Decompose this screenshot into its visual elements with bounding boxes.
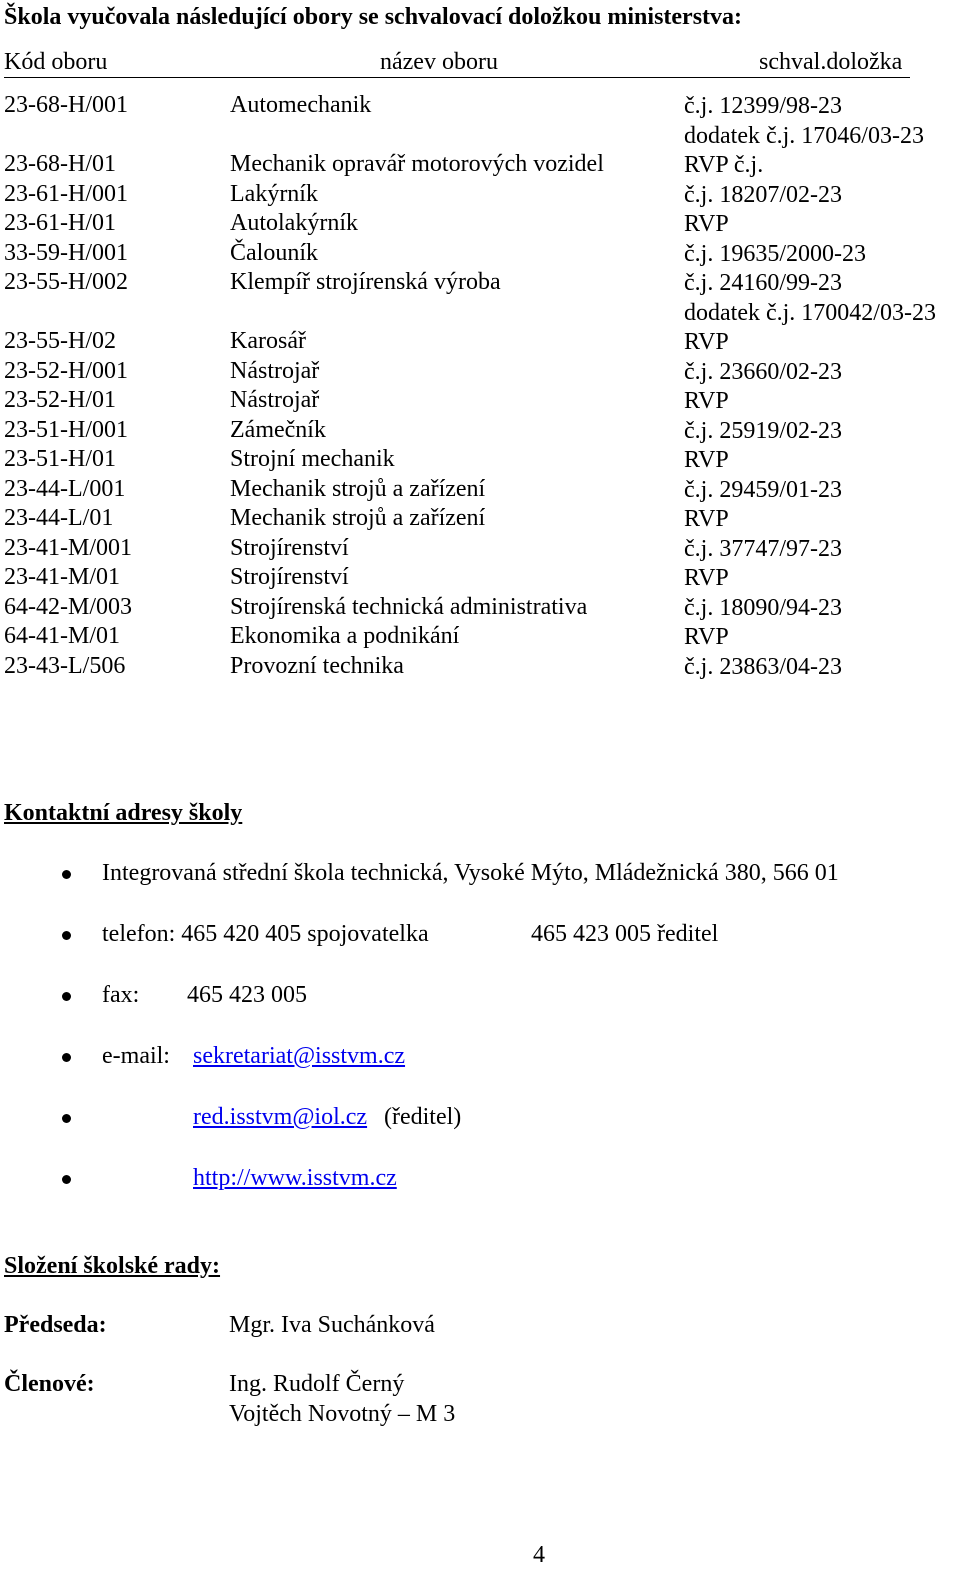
- program-name: Zámečník: [230, 416, 326, 443]
- email-label: e-mail:: [102, 1043, 170, 1069]
- program-code: 23-51-H/001: [4, 416, 128, 443]
- page-heading: Škola vyučovala následující obory se schvalovací doložkou ministerstva:: [4, 4, 743, 30]
- program-name: Lakýrník: [230, 180, 318, 207]
- chair-label: Předseda:: [4, 1312, 107, 1338]
- program-approval: [684, 417, 954, 447]
- program-approval: [684, 358, 954, 388]
- program-code: 23-52-H/01: [4, 387, 116, 413]
- program-name: Strojní mechanik: [230, 446, 395, 472]
- table-row: [4, 210, 954, 240]
- program-code: 23-55-H/002: [4, 269, 128, 295]
- member-1: Ing. Rudolf Černý: [229, 1371, 405, 1397]
- members-label: Členové:: [4, 1371, 95, 1397]
- address-text: Integrovaná střední škola technická, Vysoké Mýto, Mládežnická 380, 566 01: [102, 860, 839, 886]
- table-row: [4, 446, 954, 476]
- bullet-icon: [62, 1175, 71, 1184]
- approval-line: RVP: [684, 447, 729, 473]
- table-row: [4, 564, 954, 594]
- approval-line: č.j. 24160/99-23: [684, 270, 842, 296]
- table-row: [4, 387, 954, 417]
- approval-line: dodatek č.j. 170042/03-23: [684, 299, 936, 326]
- program-code: 23-55-H/02: [4, 328, 116, 354]
- approval-line: RVP: [684, 565, 729, 591]
- approval-line: dodatek č.j. 17046/03-23: [684, 122, 924, 149]
- approval-line: č.j. 37747/97-23: [684, 535, 842, 562]
- program-code: 23-44-L/01: [4, 505, 114, 531]
- program-code: 23-41-M/001: [4, 534, 132, 561]
- program-name: Mechanik opravář motorových vozidel: [230, 151, 604, 177]
- program-name: Klempíř strojírenská výroba: [230, 269, 501, 295]
- program-approval: [684, 623, 954, 653]
- approval-line: č.j. 18207/02-23: [684, 181, 842, 208]
- approval-line: RVP: [684, 506, 729, 532]
- program-code: 23-68-H/001: [4, 92, 128, 118]
- program-name: Nástrojař: [230, 357, 320, 384]
- program-name: Čalouník: [230, 239, 318, 266]
- table-row: [4, 240, 954, 270]
- table-row: [4, 535, 954, 565]
- program-code: 23-43-L/506: [4, 652, 126, 679]
- bullet-icon: [62, 870, 71, 879]
- program-approval: [684, 594, 954, 624]
- program-code: 23-61-H/01: [4, 210, 116, 236]
- program-approval: [684, 387, 954, 417]
- contacts-title: Kontaktní adresy školy: [4, 800, 243, 826]
- approval-line: RVP: [684, 624, 729, 650]
- approval-line: č.j. 19635/2000-23: [684, 240, 866, 267]
- program-approval: [684, 535, 954, 565]
- program-name: Ekonomika a podnikání: [230, 623, 460, 649]
- approval-line: č.j. 29459/01-23: [684, 476, 842, 503]
- column-header-approval: schval.doložka: [759, 49, 903, 75]
- program-name: Provozní technika: [230, 652, 404, 679]
- program-code: 33-59-H/001: [4, 239, 128, 266]
- program-code: 23-61-H/001: [4, 180, 128, 207]
- approval-line: RVP č.j.: [684, 152, 764, 178]
- approval-line: RVP: [684, 211, 729, 237]
- table-row: [4, 92, 954, 151]
- table-row: [4, 358, 954, 388]
- table-row: [4, 417, 954, 447]
- approval-line: č.j. 12399/98-23: [684, 93, 842, 119]
- program-code: 64-41-M/01: [4, 623, 120, 649]
- program-approval: [684, 92, 954, 151]
- email-link-secretariat[interactable]: sekretariat@isstvm.cz: [193, 1043, 406, 1069]
- email-link-director[interactable]: red.isstvm@iol.cz: [193, 1104, 368, 1130]
- table-row: [4, 269, 954, 328]
- approval-line: RVP: [684, 329, 729, 355]
- table-row: [4, 181, 954, 211]
- program-approval: [684, 446, 954, 476]
- program-code: 64-42-M/003: [4, 593, 132, 620]
- web-link[interactable]: http://www.isstvm.cz: [193, 1165, 397, 1191]
- program-approval: [684, 653, 954, 683]
- phone-text: telefon: 465 420 405 spojovatelka: [102, 921, 429, 947]
- program-name: Automechanik: [230, 92, 372, 118]
- program-name: Autolakýrník: [230, 210, 358, 236]
- program-name: Karosář: [230, 328, 306, 354]
- table-row: [4, 328, 954, 358]
- program-approval: [684, 151, 954, 181]
- table-row: [4, 653, 954, 683]
- program-code: 23-41-M/01: [4, 564, 120, 590]
- bullet-icon: [62, 1053, 71, 1062]
- program-approval: [684, 269, 954, 328]
- column-header-code: Kód oboru: [4, 49, 108, 75]
- column-header-name: název oboru: [380, 49, 498, 75]
- table-header: [4, 49, 910, 78]
- approval-line: RVP: [684, 388, 729, 414]
- board-title: Složení školské rady:: [4, 1253, 221, 1279]
- table-row: [4, 151, 954, 181]
- table-row: [4, 623, 954, 653]
- approval-line: č.j. 25919/02-23: [684, 417, 842, 444]
- program-name: Strojírenství: [230, 564, 349, 590]
- approval-line: č.j. 23660/02-23: [684, 358, 842, 385]
- member-2: Vojtěch Novotný – M 3: [229, 1401, 456, 1427]
- approval-line: č.j. 23863/04-23: [684, 653, 842, 680]
- bullet-icon: [62, 931, 71, 940]
- program-name: Mechanik strojů a zařízení: [230, 475, 486, 502]
- fax-label: fax:: [102, 982, 140, 1008]
- program-table: [4, 92, 954, 682]
- table-row: [4, 505, 954, 535]
- fax-value: 465 423 005: [187, 982, 307, 1008]
- approval-line: č.j. 18090/94-23: [684, 594, 842, 621]
- program-name: Nástrojař: [230, 387, 320, 413]
- bullet-icon: [62, 1114, 71, 1123]
- program-code: 23-44-L/001: [4, 475, 126, 502]
- program-name: Mechanik strojů a zařízení: [230, 505, 486, 531]
- program-approval: [684, 505, 954, 535]
- bullet-icon: [62, 992, 71, 1001]
- program-approval: [684, 476, 954, 506]
- program-name: Strojírenství: [230, 534, 349, 561]
- email-director-note: (ředitel): [384, 1104, 462, 1130]
- page-number: 4: [533, 1542, 545, 1568]
- program-code: 23-51-H/01: [4, 446, 116, 472]
- chair-name: Mgr. Iva Suchánková: [229, 1312, 435, 1338]
- table-row: [4, 476, 954, 506]
- program-code: 23-52-H/001: [4, 357, 128, 384]
- program-approval: [684, 328, 954, 358]
- program-name: Strojírenská technická administrativa: [230, 593, 588, 620]
- phone-director-text: 465 423 005 ředitel: [531, 921, 719, 947]
- program-approval: [684, 240, 954, 270]
- table-row: [4, 594, 954, 624]
- program-approval: [684, 181, 954, 211]
- program-approval: [684, 564, 954, 594]
- program-code: 23-68-H/01: [4, 151, 116, 177]
- program-approval: [684, 210, 954, 240]
